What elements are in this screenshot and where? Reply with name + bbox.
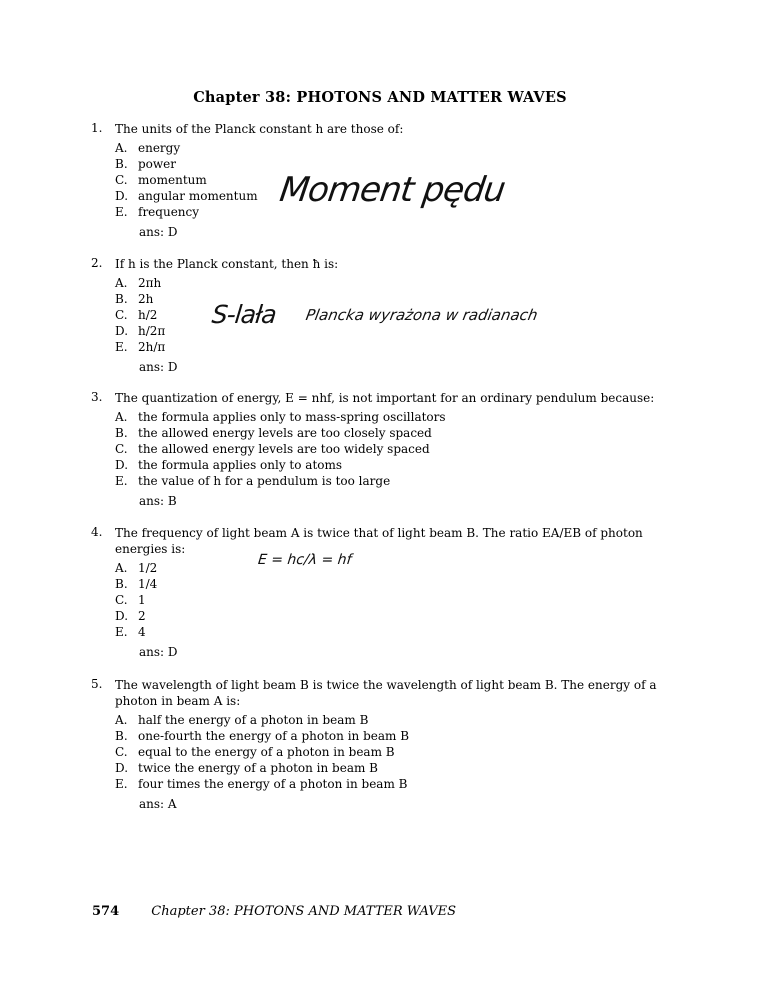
- option-a: A. 2πh: [115, 276, 162, 290]
- option-d: D. twice the energy of a photon in beam B: [115, 761, 378, 775]
- options-list: [115, 712, 675, 792]
- question-number: 1.: [91, 121, 103, 135]
- page-title: Chapter 38: PHOTONS AND MATTER WAVES: [193, 89, 567, 106]
- answer: ans: A: [139, 797, 177, 811]
- question-text: If h is the Planck constant, then ħ is:: [115, 257, 339, 271]
- answer: ans: D: [139, 360, 178, 374]
- page-number: 574: [92, 904, 120, 919]
- answer: ans: D: [139, 225, 178, 239]
- question-text: The units of the Planck constant h are those of:: [115, 122, 404, 136]
- option-d: D. h/2π: [115, 324, 166, 338]
- question-number: 4.: [91, 525, 103, 539]
- handwritten-note-moment: Moment pędu: [277, 170, 508, 210]
- answer: ans: D: [139, 645, 178, 659]
- handwritten-note-planck: Plancka wyrażona w radianach: [304, 306, 540, 324]
- handwritten-note-formula: E = hc/λ = hf: [257, 552, 353, 568]
- option-e: E. the value of h for a pendulum is too large: [115, 474, 391, 488]
- question-3: [91, 390, 675, 509]
- question-4: [91, 525, 675, 660]
- option-b: B. 1/4: [115, 577, 158, 591]
- page-footer: [92, 904, 456, 919]
- option-c: C. h/2: [115, 308, 158, 322]
- option-a: A. half the energy of a photon in beam B: [115, 713, 369, 727]
- option-d: D. 2: [115, 609, 146, 623]
- options-list: [115, 409, 675, 489]
- option-c: C. momentum: [115, 173, 207, 187]
- question-number: 5.: [91, 677, 103, 691]
- options-list: [115, 560, 675, 640]
- question-text: The quantization of energy, E = nhf, is not important for an ordinary pendulum because:: [115, 391, 655, 405]
- option-e: E. 2h/π: [115, 340, 166, 354]
- option-c: C. the allowed energy levels are too widely spaced: [115, 442, 430, 456]
- option-a: A. energy: [115, 141, 181, 155]
- question-text: The wavelength of light beam B is twice the wavelength of light beam B. The energy of a photon in beam A is:: [115, 678, 657, 708]
- option-e: E. four times the energy of a photon in beam B: [115, 777, 408, 791]
- question-text: The frequency of light beam A is twice that of light beam B. The ratio EA/EB of photon energies is:: [115, 526, 643, 556]
- option-d: D. angular momentum: [115, 189, 258, 203]
- question-number: 3.: [91, 390, 103, 404]
- option-b: B. power: [115, 157, 177, 171]
- option-a: A. the formula applies only to mass-spring oscillators: [115, 410, 446, 424]
- handwritten-note-prefix: S-lała: [210, 300, 278, 329]
- option-e: E. 4: [115, 625, 146, 639]
- footer-chapter: Chapter 38: PHOTONS AND MATTER WAVES: [151, 904, 457, 919]
- question-number: 2.: [91, 256, 103, 270]
- option-a: A. 1/2: [115, 561, 158, 575]
- answer: ans: B: [139, 494, 177, 508]
- option-c: C. 1: [115, 593, 146, 607]
- option-b: B. 2h: [115, 292, 154, 306]
- question-5: [91, 677, 675, 812]
- option-e: E. frequency: [115, 205, 200, 219]
- option-b: B. the allowed energy levels are too closely spaced: [115, 426, 432, 440]
- option-d: D. the formula applies only to atoms: [115, 458, 343, 472]
- option-c: C. equal to the energy of a photon in beam B: [115, 745, 395, 759]
- option-b: B. one-fourth the energy of a photon in beam B: [115, 729, 410, 743]
